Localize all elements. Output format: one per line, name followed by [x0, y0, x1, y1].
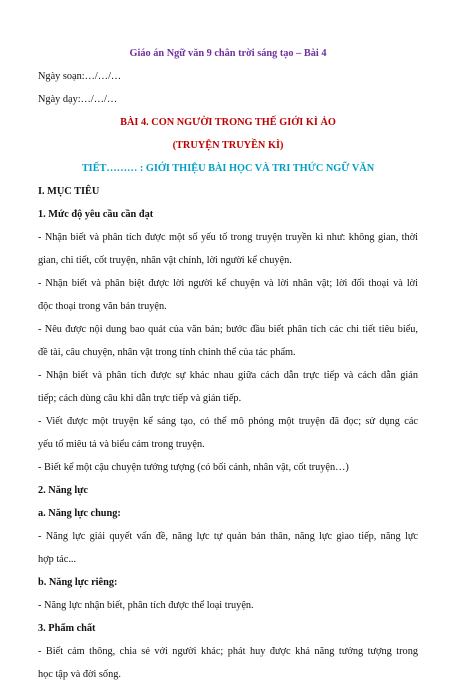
paragraph-line: - Viết được một truyện kể sáng tạo, có thể mô phỏng một truyện đã đọc; sử dụng các: [38, 416, 418, 427]
document-header: Giáo án Ngữ văn 9 chân trời sáng tạo – Bài 4: [129, 48, 327, 59]
paragraph-line: - Nhận biết và phân tích được một số yếu tố trong truyện truyền kì như: không gian, thời: [38, 232, 418, 243]
lesson-subtitle: (TRUYỆN TRUYỀN KÌ): [172, 140, 284, 151]
subheading-general-competency: a. Năng lực chung:: [38, 508, 121, 519]
paragraph-line: - Nhận biết và phân biệt được lời người kể chuyện và lời nhân vật; lời đối thoại và lời: [38, 278, 418, 289]
paragraph-line: yếu tố miêu tả và biểu cảm trong truyện.: [38, 439, 205, 450]
period-title: TIẾT……… : GIỚI THIỆU BÀI HỌC VÀ TRI THỨC NGỮ VĂN: [81, 163, 375, 174]
subheading-requirements: 1. Mức độ yêu cầu cần đạt: [38, 209, 154, 220]
paragraph-line: - Biết cảm thông, chia sẻ với người khác; phát huy được khả năng tưởng tượng trong: [38, 646, 418, 657]
date-taught: Ngày dạy:…/…/…: [38, 94, 118, 105]
paragraph-line: đề tài, câu chuyện, nhân vật trong tính chỉnh thể của tác phẩm.: [38, 347, 296, 358]
paragraph-line: - Nhận biết và phân tích được sự khác nhau giữa cách dẫn trực tiếp và cách dẫn gián: [38, 370, 418, 381]
paragraph-line: - Nêu được nội dung bao quát của văn bản; bước đầu biết phân tích các chi tiết tiêu biểu,: [38, 324, 418, 335]
lesson-title: BÀI 4. CON NGƯỜI TRONG THẾ GIỚI KÌ ẢO: [120, 117, 336, 128]
subheading-specific-competency: b. Năng lực riêng:: [38, 577, 118, 588]
paragraph-line: độc thoại trong văn bản truyện.: [38, 301, 167, 312]
paragraph-line: gian, chi tiết, cốt truyện, nhân vật chính, lời người kể chuyện.: [38, 255, 292, 266]
paragraph-line: - Biết kể một cậu chuyện tưởng tượng (có bối cảnh, nhân vật, cốt truyện…): [38, 462, 349, 473]
paragraph-line: hợp tác...: [38, 554, 77, 565]
subheading-qualities: 3. Phẩm chất: [38, 623, 96, 634]
paragraph-line: - Năng lực nhận biết, phân tích được thể loại truyện.: [38, 600, 254, 611]
section-heading-objectives: I. MỤC TIÊU: [38, 186, 100, 197]
paragraph-line: - Năng lực giải quyết vấn đề, năng lực tự quản bản thân, năng lực giao tiếp, năng lực: [38, 531, 418, 542]
subheading-competencies: 2. Năng lực: [38, 485, 88, 496]
date-prepared: Ngày soạn:…/…/…: [38, 71, 122, 82]
paragraph-line: tiếp; cách dùng câu khi dẫn trực tiếp và gián tiếp.: [38, 393, 242, 404]
document-body: [38, 42, 418, 686]
paragraph-line: học tập và đời sống.: [38, 669, 121, 680]
